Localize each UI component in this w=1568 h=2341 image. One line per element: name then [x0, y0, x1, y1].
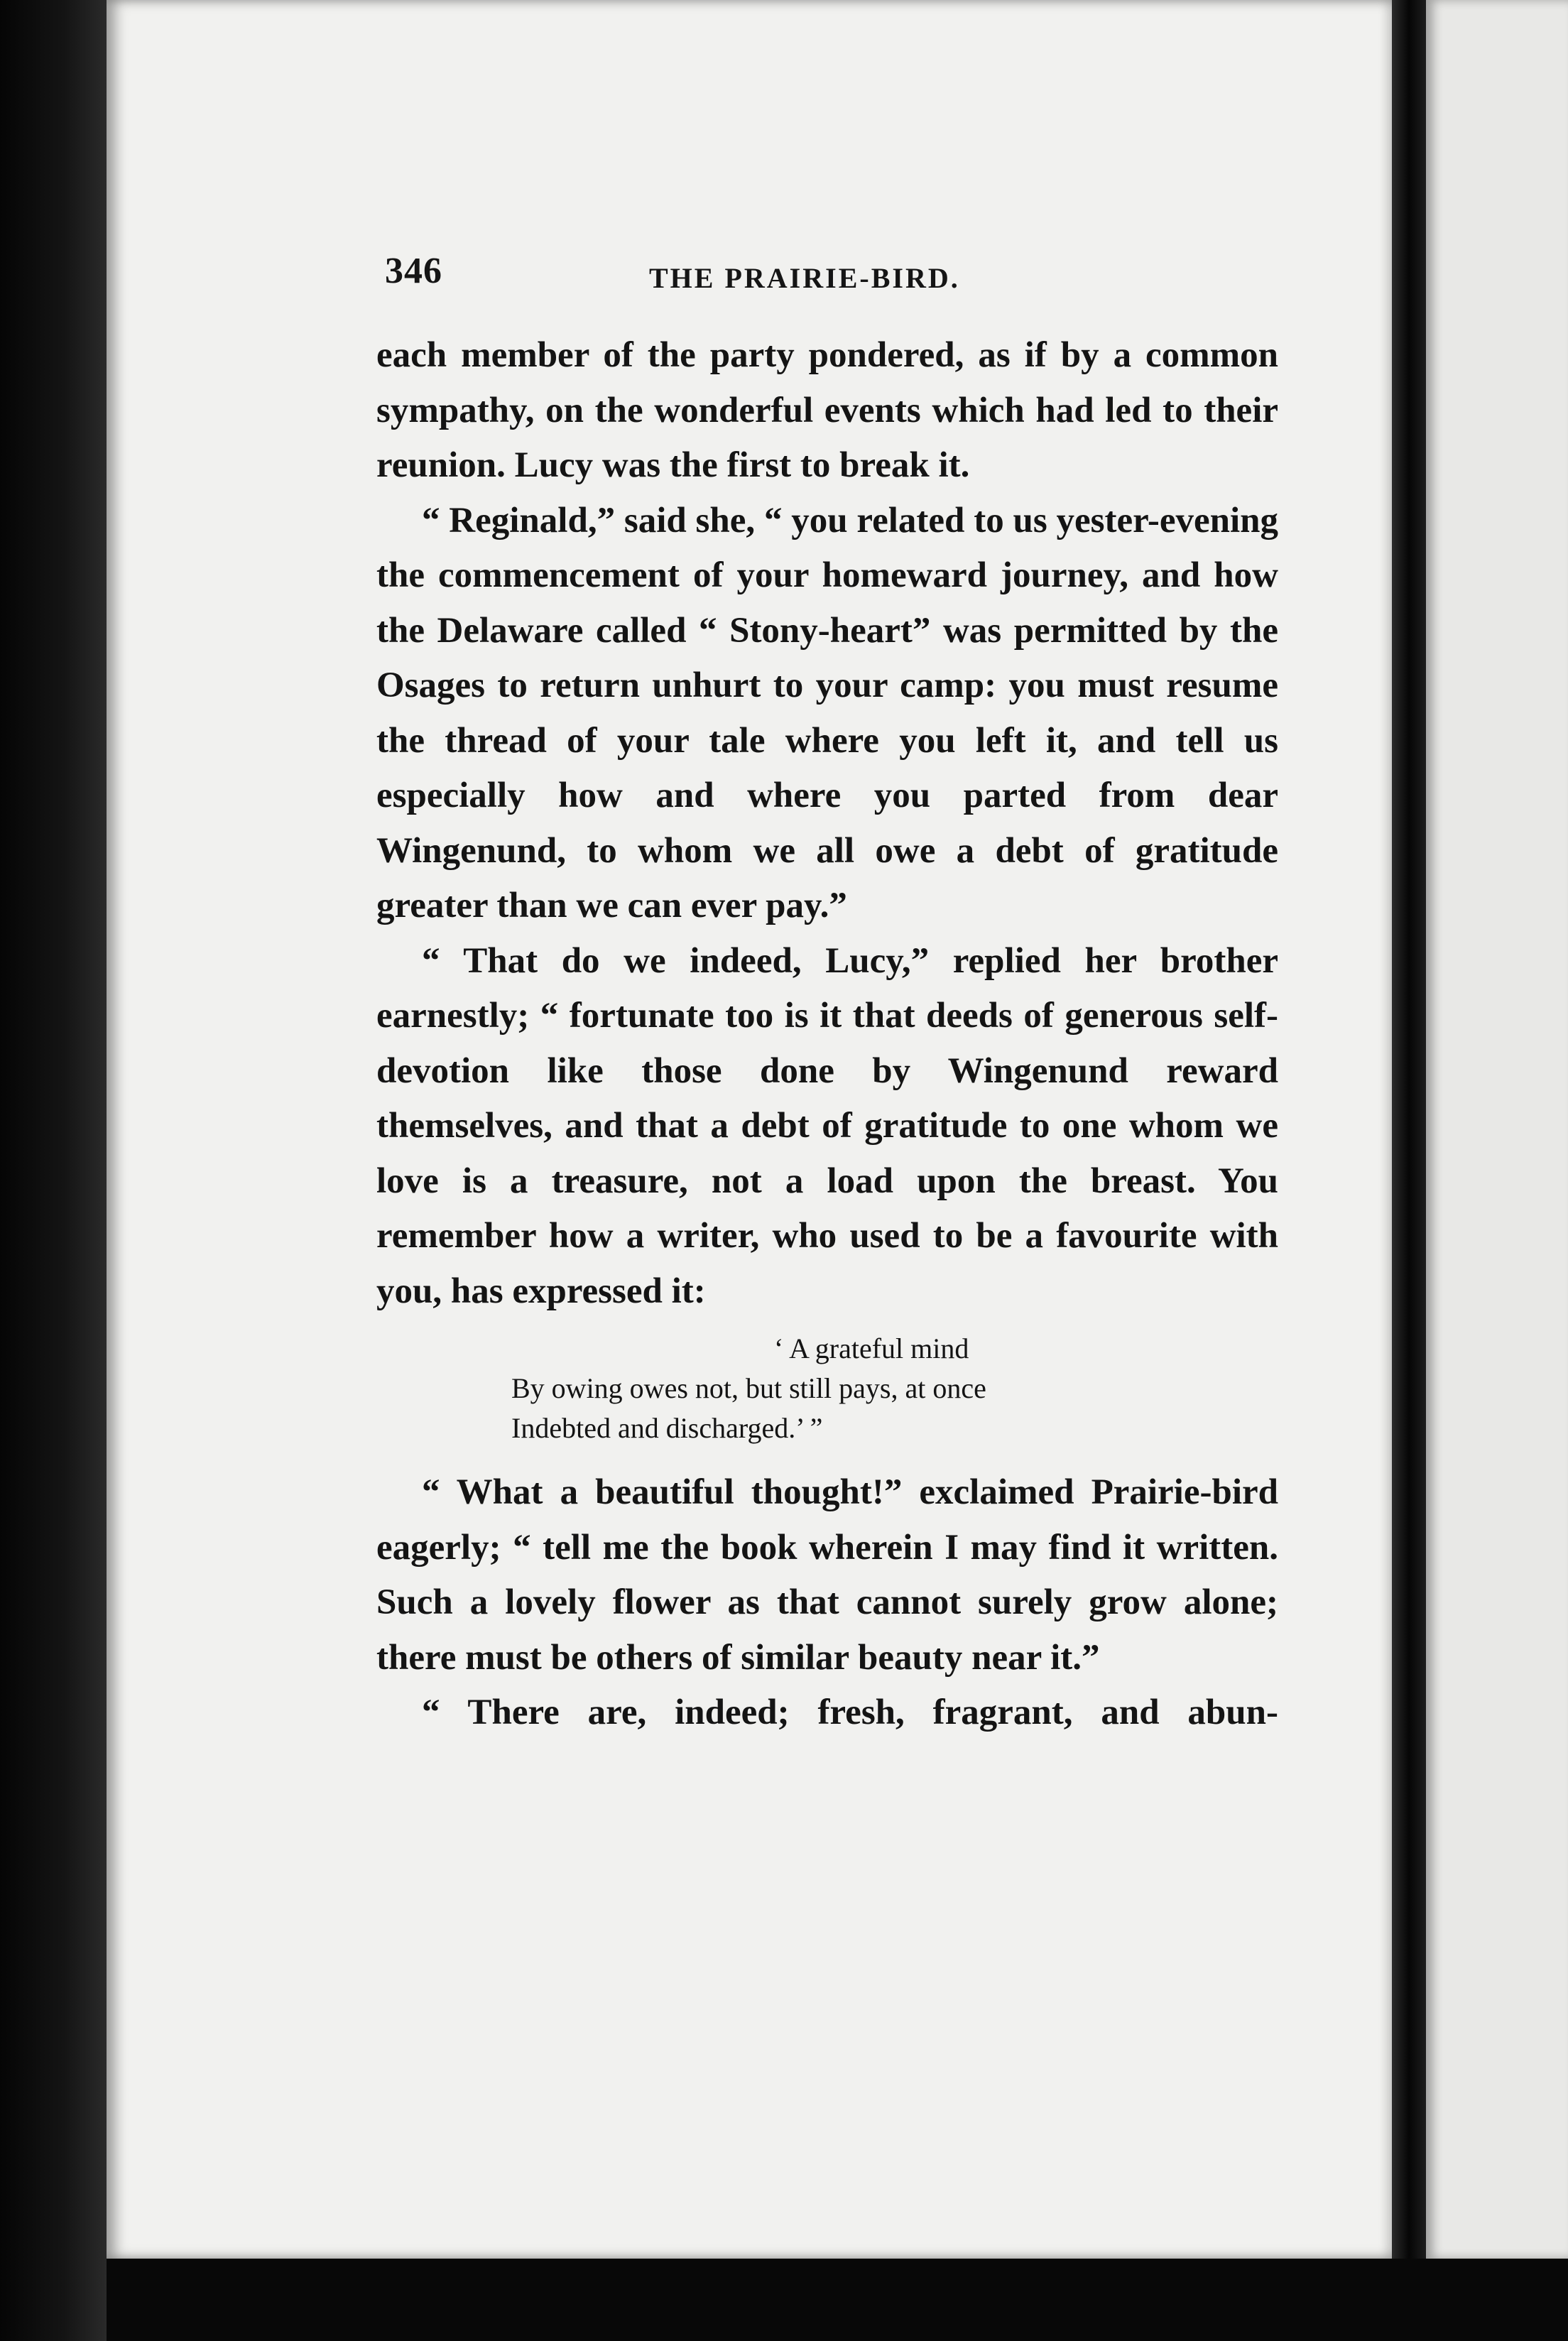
- page-number: 346: [385, 251, 442, 291]
- paragraph-1: each member of the party pondered, as if by a common sympathy, on the wonderful events which had led to their reunion. Lucy was the first to break it.: [376, 335, 1278, 485]
- bottom-scan-edge: [107, 2259, 1568, 2341]
- paragraph-3: “ That do we indeed, Lucy,” replied her brother earnestly; “ fortunate too is it that deeds of generous self-devotion like those done by Wingenund reward themselves, and that a debt of gratitude to one whom we love is a treasure, not a load upon the breast. You remember how a writer, who used to be a favourite with you, has expressed it:: [376, 940, 1278, 1311]
- paragraph-4: “ What a beautiful thought!” exclaimed Prairie-bird eagerly; “ tell me the book wherein I may find it written. Such a lovely flower as that cannot surely grow alone; there must be others of similar beauty near it.”: [376, 1472, 1278, 1678]
- left-binding-edge: [0, 0, 107, 2341]
- page-header: [385, 250, 1280, 307]
- verse-quotation: [376, 1329, 1278, 1448]
- verse-line-3: Indebted and discharged.’ ”: [511, 1412, 823, 1444]
- paragraph-2: “ Reginald,” said she, “ you related to us yester-evening the commencement of your homeward journey, and how the Delaware called “ Stony-heart” was permitted by the Osages to return unhurt to your camp: you must resume the thread of your tale where you left it, and tell us especially how and where you parted from dear Wingenund, to whom we all owe a debt of gratitude greater than we can ever pay.”: [376, 500, 1278, 925]
- verse-line-2: By owing owes not, but still pays, at once: [511, 1372, 986, 1404]
- running-head: THE PRAIRIE-BIRD.: [649, 262, 960, 294]
- page-gutter: [1392, 0, 1426, 2341]
- verse-line-1: ‘ A grateful mind: [774, 1332, 969, 1364]
- paragraph-5: “ There are, indeed; fresh, fragrant, and abun-: [422, 1693, 1278, 1732]
- adjacent-page-edge: [1426, 0, 1568, 2259]
- page-body-text: [376, 328, 1278, 1741]
